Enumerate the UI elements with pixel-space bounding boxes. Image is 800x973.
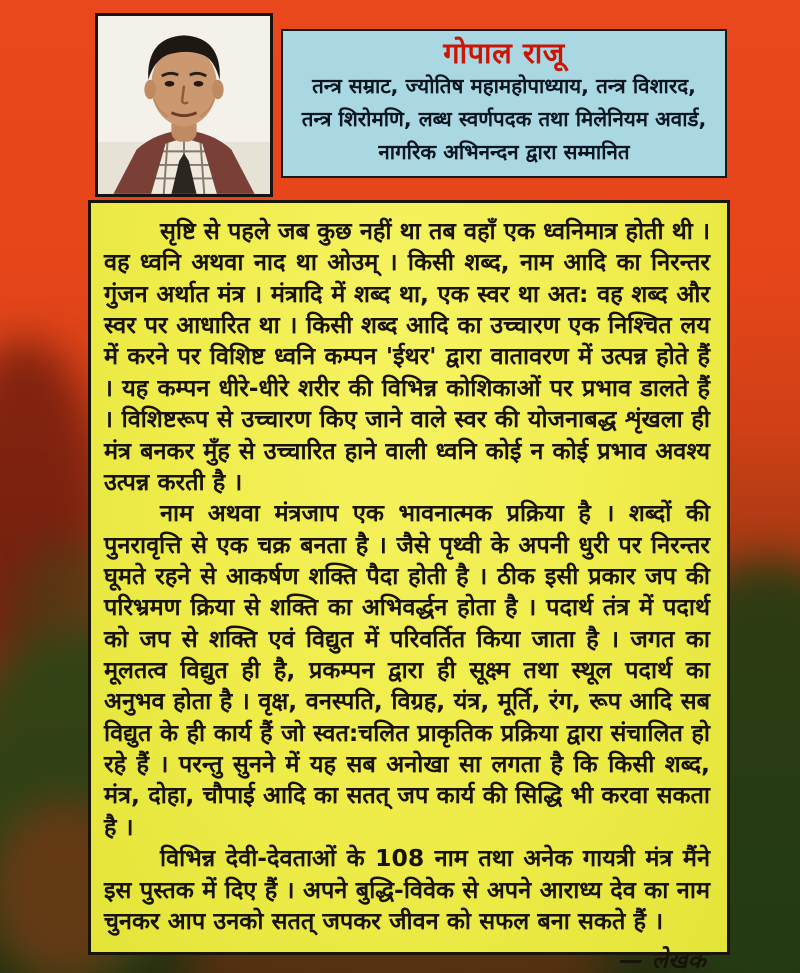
author-title-line: तन्त्र शिरोमणि, लब्ध स्वर्णपदक तथा मिलेनियम अवार्ड, xyxy=(301,107,707,132)
author-title-line: तन्त्र सम्राट, ज्योतिष महामहोपाध्याय, तन्त्र विशारद, xyxy=(312,74,696,99)
author-signature: — लेखक xyxy=(619,946,706,973)
author-portrait-icon xyxy=(98,16,270,194)
paragraph-mantra-japa: नाम अथवा मंत्रजाप एक भावनात्मक प्रक्रिया है । शब्दों की पुनरावृत्ति से एक चक्र बनता है । जैसे पृथ्वी के अपनी धुरी पर निरन्तर घूमते रहने से आकर्षण शक्ति पैदा होती है । ठीक इसी प्रकार जप की परिभ्रमण क्रिया से शक्ति का अभिवर्द्धन होता है । पदार्थ तंत्र में पदार्थ को जप से शक्ति एवं विद्युत में परिवर्तित किया जाता है । जगत का मूलतत्व विद्युत ही है, प्रकम्पन द्वारा ही सूक्ष्म तथा स्थूल पदार्थ का अनुभव होता है । वृक्ष, वनस्पति, विग्रह, यंत्र, मूर्ति, रंग, रूप आदि सब विद्युत के ही कार्य हैं जो स्वत:चलित प्राकृतिक प्रक्रिया द्वारा संचालित हो रहे हैं । परन्तु सुनने में यह सब अनोखा सा लगता है कि किसी शब्द, मंत्र, दोहा, चौपाई आदि का सतत् जप कार्य की सिद्धि भी करवा सकता है । xyxy=(104,499,710,841)
author-title-line: नागरिक अभिनन्दन द्वारा सम्मानित xyxy=(378,139,630,164)
author-info-box xyxy=(281,29,727,178)
paragraph-creation-sound: सृष्टि से पहले जब कुछ नहीं था तब वहाँ एक ध्वनिमात्र होती थी । वह ध्वनि अथवा नाद था ओउम् । किसी शब्द, नाम आदि का निरन्तर गुंजन अर्थात मंत्र । मंत्रादि में शब्द था, एक स्वर था अत: वह शब्द और स्वर पर आधारित था । किसी शब्द आदि का उच्चारण एक निश्चित लय में करने पर विशिष्ट ध्वनि कम्पन 'ईथर' द्वारा वातावरण में उत्पन्न होते हैं । यह कम्पन धीरे-धीरे शरीर की विभिन्न कोशिकाओं पर प्रभाव डालते हैं । विशिष्टरूप से उच्चारण किए जाने वाले स्वर की योजनाबद्ध शृंखला ही मंत्र बनकर मुँह से उच्चारित हाने वाली ध्वनि कोई न कोई प्रभाव अवश्य उत्पन्न करती है । xyxy=(104,217,710,496)
author-photo-frame xyxy=(95,13,273,197)
paragraph-book-contents: विभिन्न देवी-देवताओं के 108 नाम तथा अनेक गायत्री मंत्र मैंने इस पुस्तक में दिए हैं । अपने बुद्धि-विवेक से अपने आराध्य देव का नाम चुनकर आप उनको सतत् जपकर जीवन को सफल बना सकते हैं । xyxy=(104,844,710,935)
author-name: गोपाल राजू xyxy=(443,36,565,70)
back-cover-text-box xyxy=(88,200,730,973)
